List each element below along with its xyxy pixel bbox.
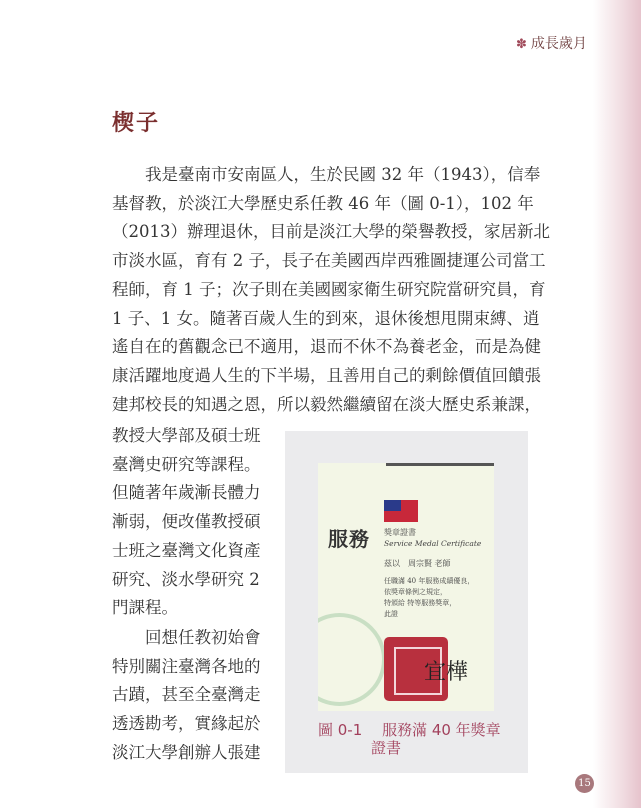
text-line: 透透勘考，實緣起於 [112,714,261,734]
text-line: 市淡水區，育有 2 子，長子在美國西岸西雅圖捷運公司當工 [112,251,546,271]
text-line: 士班之臺灣文化資產 [112,540,261,560]
caption-text-continued: 證書 [371,739,402,757]
certificate-title: 服務 [328,527,370,551]
text-line: 臺灣史研究等課程。 [112,454,261,474]
figure-caption [318,721,501,757]
text-line: 古蹟，甚至全臺灣走 [112,685,261,705]
text-line: 但隨著年歲漸長體力 [112,483,261,503]
text-line: 我是臺南市安南區人，生於民國 32 年（1943），信奉 [112,165,541,184]
text-line: 程師，育 1 子；次子則在美國國家衛生研究院當研究員，育 [112,279,546,299]
certificate-body-line: 依獎章條例之規定， [384,588,447,596]
certificate-top-bar [386,463,494,466]
page-number: 15 [575,774,594,793]
running-header [516,33,587,53]
text-line: 門課程。 [112,598,178,618]
flower-icon: ✽ [516,37,527,52]
text-line: 1 子、1 女。隨著百歲人生的到來，退休後想甩開束縛、逍 [112,308,540,328]
text-line: 漸弱，便改僅教授碩 [112,512,261,532]
chapter-heading: 楔子 [112,110,161,136]
page-edge-gradient [593,0,641,808]
figure-0-1 [285,431,528,773]
text-line: 回想任教初始會 [112,628,261,647]
caption-label: 圖 0-1 [318,721,363,739]
text-line: （2013）辦理退休，目前是淡江大學的榮譽教授，家居新北 [112,222,550,242]
signature: 宜樺 [424,660,469,685]
certificate-body-line: 特頒給 特等服務獎章， [384,599,457,607]
caption-text: 服務滿 40 年獎章 [382,721,501,739]
certificate-body-line: 此證 [384,610,398,618]
certificate-recipient: 茲以 周宗賢 老師 [384,559,451,568]
text-line: 康活躍地度過人生的下半場，且善用自己的剩餘價值回饋張 [112,365,541,385]
text-line: 特別關注臺灣各地的 [112,656,261,676]
text-line: 教授大學部及碩士班 [112,426,261,445]
text-line: 淡江大學創辦人張建 [112,742,261,762]
certificate-english-title: Service Medal Certificate [384,539,482,548]
certificate-image [318,463,494,711]
text-line: 建邦校長的知遇之恩，所以毅然繼續留在淡大歷史系兼課， [112,394,541,414]
certificate-subtitle: 獎章證書 [384,528,416,537]
text-line: 遙自在的舊觀念已不適用，退而不休不為養老金，而是為健 [112,337,541,357]
text-line: 研究、淡水學研究 2 [112,569,260,589]
text-line: 基督教，於淡江大學歷史系任教 46 年（圖 0-1），102 年 [112,193,534,213]
flag-icon [384,500,418,522]
certificate-body-line: 任職滿 40 年服務成績優良， [384,577,475,585]
section-title: 成長歲月 [530,36,587,52]
emblem-decoration [318,613,386,706]
